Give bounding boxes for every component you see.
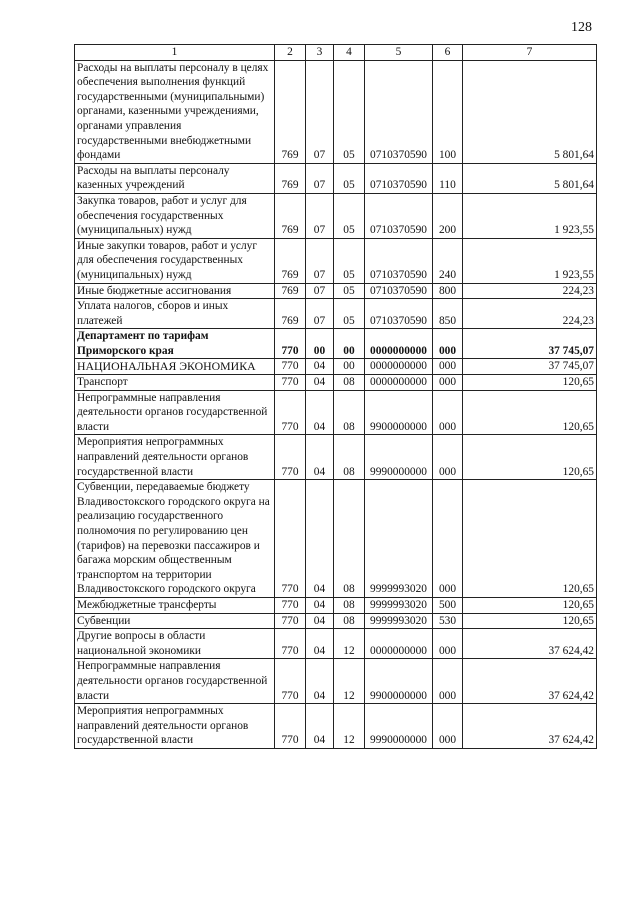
row-section-code: 07 [306, 163, 334, 193]
row-ministry-code: 770 [275, 480, 306, 598]
row-section-code: 07 [306, 60, 334, 163]
row-section-code: 04 [306, 435, 334, 480]
table-row [75, 329, 597, 359]
table-row [75, 163, 597, 193]
row-name: Непрограммные направления деятельности органов государственной власти [75, 390, 275, 435]
row-name: Департамент по тарифам Приморского края [75, 329, 275, 359]
row-name: Уплата налогов, сборов и иных платежей [75, 299, 275, 329]
row-amount: 120,65 [463, 375, 597, 391]
row-subsection-code: 08 [334, 480, 365, 598]
row-ministry-code: 769 [275, 283, 306, 299]
row-section-code: 07 [306, 299, 334, 329]
row-amount: 120,65 [463, 597, 597, 613]
row-ministry-code: 770 [275, 375, 306, 391]
header-cell: 3 [306, 45, 334, 61]
row-target-code: 0710370590 [365, 283, 433, 299]
table-row [75, 435, 597, 480]
row-subsection-code: 08 [334, 375, 365, 391]
row-name: Расходы на выплаты персоналу в целях обеспечения выполнения функций государственными (муниципальными) органами, казенными учреждениями, органами управления государственными внебюджетными фондами [75, 60, 275, 163]
row-expense-type: 500 [433, 597, 463, 613]
row-section-code: 04 [306, 629, 334, 659]
row-subsection-code: 00 [334, 329, 365, 359]
row-expense-type: 000 [433, 659, 463, 704]
row-ministry-code: 770 [275, 329, 306, 359]
row-name: Закупка товаров, работ и услуг для обеспечения государственных (муниципальных) нужд [75, 193, 275, 238]
row-target-code: 9999993020 [365, 597, 433, 613]
row-name: Иные бюджетные ассигнования [75, 283, 275, 299]
row-subsection-code: 08 [334, 597, 365, 613]
row-ministry-code: 769 [275, 193, 306, 238]
table-row [75, 613, 597, 629]
row-amount: 224,23 [463, 299, 597, 329]
row-amount: 120,65 [463, 435, 597, 480]
header-cell: 4 [334, 45, 365, 61]
row-ministry-code: 769 [275, 163, 306, 193]
row-amount: 37 745,07 [463, 329, 597, 359]
row-name: Мероприятия непрограммных направлений деятельности органов государственной власти [75, 435, 275, 480]
row-subsection-code: 12 [334, 659, 365, 704]
row-amount: 120,65 [463, 613, 597, 629]
row-name: Иные закупки товаров, работ и услуг для обеспечения государственных (муниципальных) нужд [75, 238, 275, 283]
row-expense-type: 000 [433, 359, 463, 375]
page-number: 128 [571, 20, 592, 35]
row-expense-type: 000 [433, 704, 463, 749]
table-row [75, 704, 597, 749]
row-ministry-code: 770 [275, 597, 306, 613]
header-cell: 6 [433, 45, 463, 61]
row-amount: 120,65 [463, 480, 597, 598]
row-name: Субвенции [75, 613, 275, 629]
row-section-code: 04 [306, 597, 334, 613]
row-ministry-code: 770 [275, 704, 306, 749]
row-ministry-code: 769 [275, 60, 306, 163]
row-subsection-code: 12 [334, 629, 365, 659]
row-subsection-code: 05 [334, 299, 365, 329]
row-amount: 37 624,42 [463, 629, 597, 659]
row-target-code: 0000000000 [365, 359, 433, 375]
row-target-code: 0710370590 [365, 238, 433, 283]
row-name: Мероприятия непрограммных направлений деятельности органов государственной власти [75, 704, 275, 749]
row-subsection-code: 08 [334, 613, 365, 629]
row-target-code: 9990000000 [365, 435, 433, 480]
row-amount: 37 624,42 [463, 704, 597, 749]
row-ministry-code: 770 [275, 659, 306, 704]
row-subsection-code: 08 [334, 390, 365, 435]
row-target-code: 0000000000 [365, 375, 433, 391]
row-target-code: 9990000000 [365, 704, 433, 749]
row-section-code: 04 [306, 375, 334, 391]
row-section-code: 04 [306, 390, 334, 435]
table-row [75, 60, 597, 163]
row-ministry-code: 769 [275, 299, 306, 329]
row-name: Субвенции, передаваемые бюджету Владивостокского городского округа на реализацию государственного полномочия по регулированию цен (тарифов) на перевозки пассажиров и багажа морским общественным транспортом на территории Владивостокского городского округа [75, 480, 275, 598]
row-subsection-code: 05 [334, 163, 365, 193]
row-amount: 5 801,64 [463, 60, 597, 163]
row-amount: 5 801,64 [463, 163, 597, 193]
row-section-code: 07 [306, 283, 334, 299]
table-header-row [75, 45, 597, 61]
row-amount: 1 923,55 [463, 193, 597, 238]
row-ministry-code: 770 [275, 629, 306, 659]
row-expense-type: 240 [433, 238, 463, 283]
table-row [75, 359, 597, 375]
row-subsection-code: 05 [334, 238, 365, 283]
row-target-code: 0710370590 [365, 193, 433, 238]
row-subsection-code: 05 [334, 60, 365, 163]
row-ministry-code: 770 [275, 435, 306, 480]
row-expense-type: 530 [433, 613, 463, 629]
row-section-code: 00 [306, 329, 334, 359]
row-section-code: 07 [306, 238, 334, 283]
row-amount: 1 923,55 [463, 238, 597, 283]
row-expense-type: 850 [433, 299, 463, 329]
row-target-code: 0000000000 [365, 629, 433, 659]
row-ministry-code: 769 [275, 238, 306, 283]
row-section-code: 04 [306, 359, 334, 375]
row-target-code: 0710370590 [365, 60, 433, 163]
row-section-code: 04 [306, 480, 334, 598]
table-row [75, 238, 597, 283]
row-expense-type: 200 [433, 193, 463, 238]
row-section-code: 07 [306, 193, 334, 238]
table-row [75, 299, 597, 329]
header-cell: 7 [463, 45, 597, 61]
row-name: НАЦИОНАЛЬНАЯ ЭКОНОМИКА [75, 359, 275, 375]
budget-table [74, 44, 597, 749]
row-target-code: 0000000000 [365, 329, 433, 359]
table-row [75, 375, 597, 391]
row-target-code: 9999993020 [365, 613, 433, 629]
row-section-code: 04 [306, 659, 334, 704]
row-target-code: 0710370590 [365, 163, 433, 193]
row-ministry-code: 770 [275, 613, 306, 629]
header-cell: 2 [275, 45, 306, 61]
row-expense-type: 800 [433, 283, 463, 299]
row-expense-type: 000 [433, 390, 463, 435]
row-amount: 37 624,42 [463, 659, 597, 704]
row-subsection-code: 00 [334, 359, 365, 375]
row-expense-type: 000 [433, 480, 463, 598]
row-ministry-code: 770 [275, 390, 306, 435]
table-row [75, 480, 597, 598]
table-row [75, 283, 597, 299]
row-name: Транспорт [75, 375, 275, 391]
row-subsection-code: 05 [334, 283, 365, 299]
row-amount: 120,65 [463, 390, 597, 435]
row-expense-type: 000 [433, 375, 463, 391]
row-name: Расходы на выплаты персоналу казенных учреждений [75, 163, 275, 193]
row-expense-type: 000 [433, 329, 463, 359]
table-row [75, 659, 597, 704]
row-target-code: 9999993020 [365, 480, 433, 598]
row-name: Другие вопросы в области национальной экономики [75, 629, 275, 659]
row-section-code: 04 [306, 613, 334, 629]
row-amount: 37 745,07 [463, 359, 597, 375]
row-name: Непрограммные направления деятельности органов государственной власти [75, 659, 275, 704]
row-expense-type: 110 [433, 163, 463, 193]
table-row [75, 597, 597, 613]
row-target-code: 0710370590 [365, 299, 433, 329]
table-row [75, 629, 597, 659]
row-target-code: 9900000000 [365, 390, 433, 435]
row-expense-type: 100 [433, 60, 463, 163]
row-expense-type: 000 [433, 629, 463, 659]
row-target-code: 9900000000 [365, 659, 433, 704]
row-amount: 224,23 [463, 283, 597, 299]
row-expense-type: 000 [433, 435, 463, 480]
header-cell: 1 [75, 45, 275, 61]
row-subsection-code: 08 [334, 435, 365, 480]
row-subsection-code: 05 [334, 193, 365, 238]
table-row [75, 193, 597, 238]
row-ministry-code: 770 [275, 359, 306, 375]
header-cell: 5 [365, 45, 433, 61]
row-section-code: 04 [306, 704, 334, 749]
row-name: Межбюджетные трансферты [75, 597, 275, 613]
table-row [75, 390, 597, 435]
row-subsection-code: 12 [334, 704, 365, 749]
